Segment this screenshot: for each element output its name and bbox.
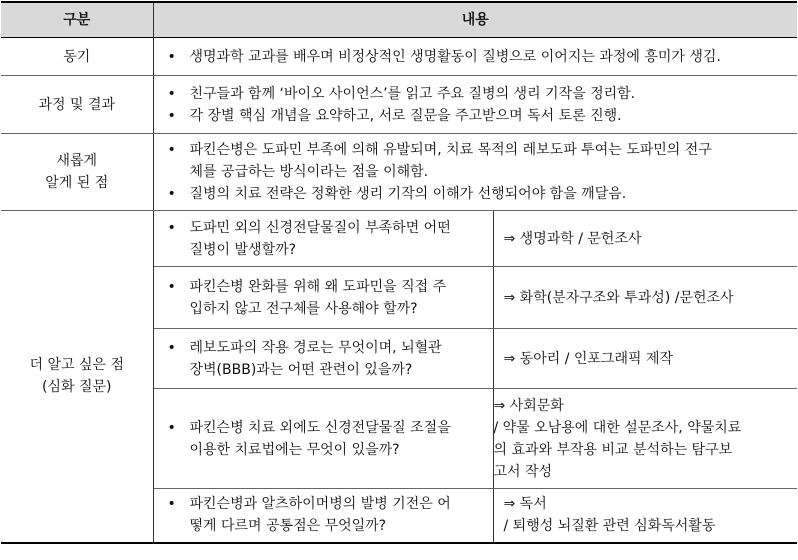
row-process [1,76,797,134]
header-category: 구분 [1,2,153,38]
question-line: • 파킨슨병 치료 외에도 신경전달물질 조절을 [189,419,451,436]
question-line: 입하지 않고 전구체를 사용해야 할까? [189,300,418,317]
bullet-item [154,105,798,127]
answer-line: ⇒ 독서 [503,496,547,513]
deep-row-1 [1,211,797,267]
deep-label [1,211,153,543]
question-line: • 파킨슨병과 알츠하이머병의 발병 기전은 어 [189,496,451,513]
deep-question [153,389,493,489]
bullet-item [154,417,493,461]
row-learned [1,134,797,211]
row-label [1,134,153,211]
bullet-item [154,217,493,261]
bullet-item [154,276,493,320]
question-line: 이용한 치료법에는 무엇이 있을까? [189,441,400,458]
bullet-line: 체를 공급하는 방식이라는 점을 이해함. [189,164,429,180]
deep-question [153,211,493,267]
answer-line: ⇒ 화학(분자구조와 투과성) /문헌조사 [503,289,734,306]
row-content [153,134,797,211]
deep-question [153,329,493,389]
deep-answer [493,329,797,389]
deep-answer [493,211,797,267]
deep-answer [493,389,797,489]
deep-question [153,267,493,329]
answer-line: 의 효과와 부작용 비교 분석하는 탐구보 [493,441,733,458]
header-content: 내용 [153,2,797,38]
question-line: • 도파민 외의 신경전달물질이 부족하면 어떤 [189,219,451,236]
answer-line: ⇒ 생명과학 / 문헌조사 [503,230,642,247]
row-content [153,76,797,134]
row-content [153,38,797,76]
bullet-item [154,46,798,68]
deep-question [153,489,493,543]
bullet-line: • 질병의 치료 전략은 정확한 생리 기작의 이해가 선행되어야 함을 깨달음. [189,186,627,202]
bullet-item [154,183,798,205]
question-line: • 파킨슨병 완화를 위해 왜 도파민을 직접 주 [189,278,447,295]
question-line: 장벽(BBB)과는 어떤 관련이 있을까? [189,361,413,378]
bullet-item [154,493,493,537]
deep-answer [493,489,797,543]
answer-line: 고서 작성 [493,463,553,480]
label-line: 새롭게 [56,153,98,169]
question-line: 떻게 다르며 공통점은 무엇일까? [189,518,387,535]
answer-line: ⇒ 사회문화 [493,397,564,414]
question-line: 질병이 발생할까? [189,241,297,258]
bullet-line: • 친구들과 함께 ‘바이오 사이언스’를 읽고 주요 질병의 생리 기작을 정리함. [189,85,636,102]
bullet-item [154,83,798,105]
answer-line: / 퇴행성 뇌질환 관련 심화독서활동 [503,518,716,535]
label-line: (심화 질문) [42,379,112,396]
label-line: 동기 [63,48,91,65]
row-motivation [1,38,797,76]
bullet-line: • 파킨슨병은 도파민 부족에 의해 유발되며, 치료 목적의 레보도파 투여는 도파민의 전구 [189,142,712,158]
bullet-line: • 각 장별 핵심 개념을 요약하고, 서로 질문을 주고받으며 독서 토론 진행. [189,107,622,124]
bullet-item [154,139,798,183]
question-line: • 레보도파의 작용 경로는 무엇이며, 뇌혈관 [189,339,442,356]
label-line: 더 알고 싶은 점 [29,357,124,374]
row-label [1,38,153,76]
bullet-line: • 생명과학 교과를 배우며 비정상적인 생명활동이 질병으로 이어지는 과정에 흥미가 생김. [189,48,721,65]
activity-table [1,1,797,544]
bullet-item [154,337,493,381]
label-line: 알게 된 점 [45,175,109,191]
label-line: 과정 및 결과 [38,96,116,113]
answer-line: ⇒ 동아리 / 인포그래픽 제작 [503,350,673,367]
row-label [1,76,153,134]
answer-line: / 약물 오남용에 대한 설문조사, 약물치료 [493,419,742,436]
header-row [1,2,797,38]
deep-answer [493,267,797,329]
